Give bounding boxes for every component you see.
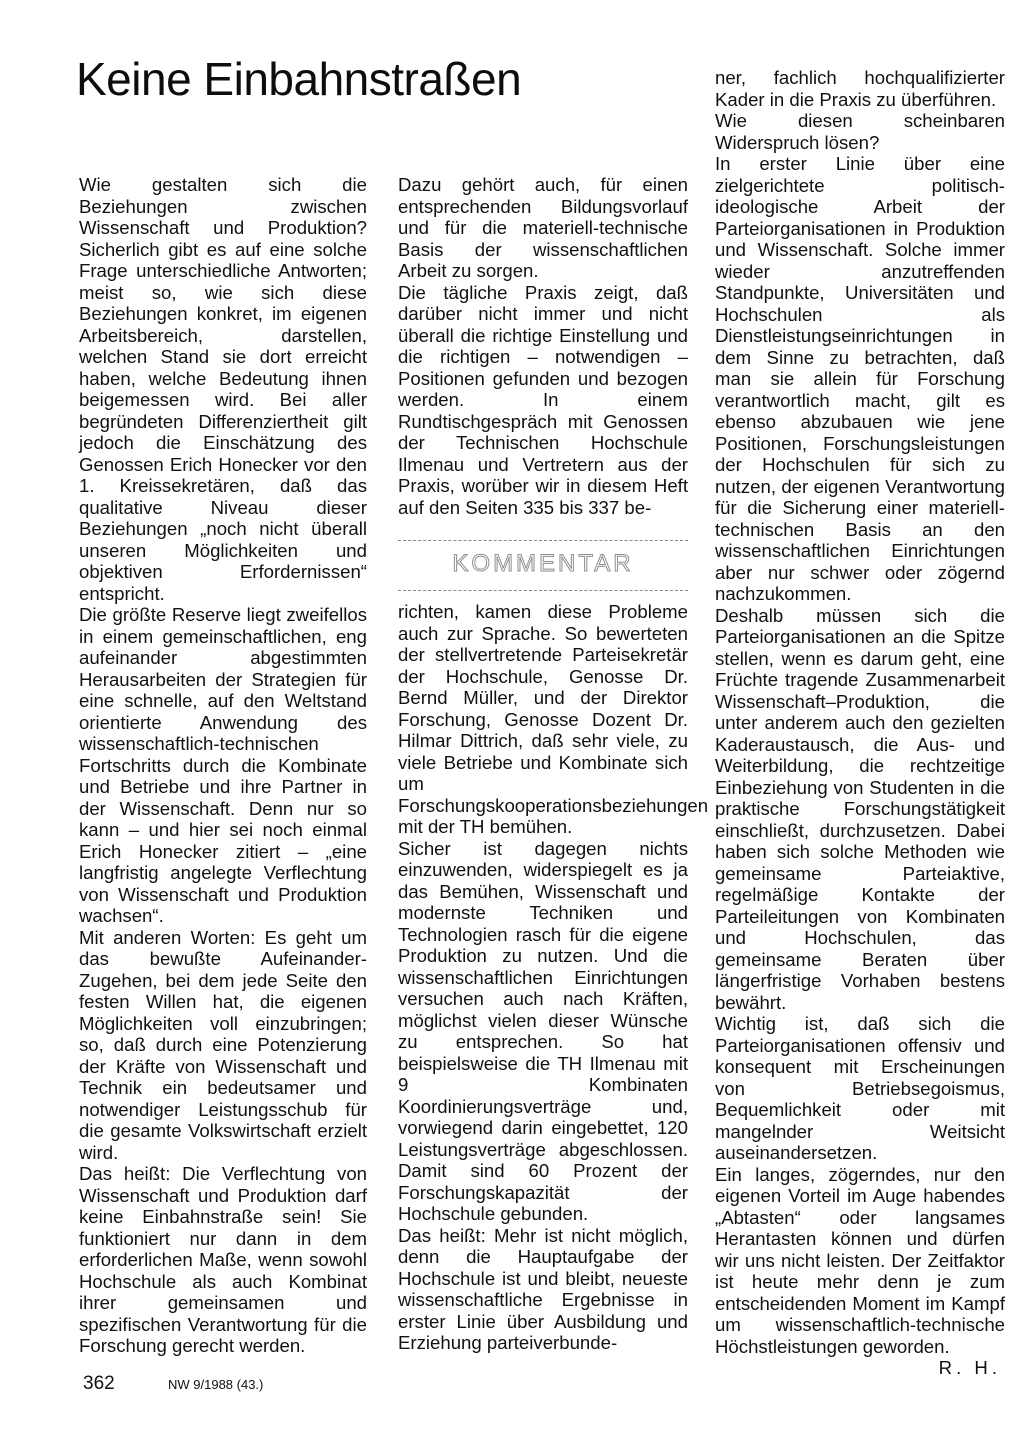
paragraph: Das heißt: Mehr ist nicht möglich, denn die Hauptaufgabe der Hochschule ist und bleibt, neueste wissenschaftliche Ergebnisse in erster Linie über Ausbildung und Erziehung parteiverbunde- bbox=[398, 1224, 688, 1353]
paragraph: ner, fachlich hochqualifizierter Kader in die Praxis zu überführen. bbox=[715, 67, 1005, 110]
paragraph: richten, kamen diese Probleme auch zur Sprache. So bewerteten der stellvertretende Parteisekretär der Hochschule, Genosse Dr. Bernd Müller, und der Direktor Forschung, Genosse Dozent Dr. Hilmar Dittrich, daß sehr viele, zu viele Betriebe und Kombinate sich um Forschungskooperationsbeziehungen mit der TH bemühen. bbox=[398, 601, 709, 837]
paragraph: Mit anderen Worten: Es geht um das bewußte Aufeinander-Zugehen, bei dem jede Seite den festen Willen hat, die eigenen Möglichkeiten voll einzubringen; so, daß durch eine Potenzierung der Kräfte von Wissenschaft und Technik ein bedeutsamer und notwendiger Leistungsschub für die gesamte Volkswirtschaft erzielt wird. bbox=[79, 926, 367, 1163]
issue-reference: NW 9/1988 (43.) bbox=[168, 1377, 264, 1392]
kommentar-label-box bbox=[398, 536, 688, 594]
article-title: Keine Einbahnstraßen bbox=[76, 53, 522, 105]
kommentar-label: KOMMENTAR bbox=[452, 550, 634, 577]
paragraph: Wichtig ist, daß sich die Parteiorganisationen offensiv und konsequent mit Erscheinungen von Betriebsegoismus, Bequemlichkeit oder mit mangelnder Weitsicht auseinandersetzen. bbox=[715, 1013, 1005, 1163]
paragraph: Das heißt: Die Verflechtung von Wissenschaft und Produktion darf keine Einbahnstraße sein! Sie funktioniert nur dann in dem erforderlichen Maße, wenn sowohl Hochschule als auch Kombinat ihrer gemeinsamen und spezifischen Verantwortung für die Forschung gerecht werden. bbox=[79, 1163, 367, 1356]
article-column-3 bbox=[715, 67, 1005, 1379]
author-signature: R. H. bbox=[938, 1357, 1001, 1378]
paragraph: Ein langes, zögerndes, nur den eigenen Vorteil im Auge habendes „Abtasten“ oder langsames Herantasten können und dürfen wir uns nicht leisten. Der Zeitfaktor ist heute mehr denn je zum entscheidenden Moment im Kampf um wissenschaftlich-technische Höchstleistungen geworden. bbox=[715, 1163, 1005, 1357]
paragraph: Wie diesen scheinbaren Widerspruch lösen? bbox=[715, 110, 1005, 153]
paragraph: Die größte Reserve liegt zweifellos in einem gemeinschaftlichen, eng aufeinander abgestimmten Herausarbeiten der Strategien für eine schnelle, auf den Weltstand orientierte Anwendung des wissenschaftlich-technischen Fortschritts durch die Kombinate und Betriebe und ihre Partner in der Wissenschaft. Denn nur so kann – und hier sei noch einmal Erich Honecker zitiert – „eine langfristig angelegte Verflechtung von Wissenschaft und Produktion wachsen“. bbox=[79, 604, 367, 926]
paragraph: Sicher ist dagegen nichts einzuwenden, widerspiegelt es ja das Bemühen, Wissenschaft und modernste Techniken und Technologien rasch für die eigene Produktion zu nutzen. Und die wissenschaftlichen Einrichtungen versuchen auch nach Kräften, möglichst vielen dieser Wünsche zu entsprechen. So hat beispielsweise die TH Ilmenau mit 9 Kombinaten Koordinierungsverträge und, vorwiegend darin eingebettet, 120 Leistungsverträge abgeschlossen. Damit sind 60 Prozent der Forschungskapazität der Hochschule gebunden. bbox=[398, 837, 688, 1224]
page-number: 362 bbox=[83, 1373, 115, 1394]
article-column-2-bottom bbox=[398, 601, 709, 1354]
paragraph: Wie gestalten sich die Beziehungen zwischen Wissenschaft und Produktion? Sicherlich gibt es auf eine solche Frage unterschiedliche Antworten; meist so, wie sich diese Beziehungen konkret, im eigenen Arbeitsbereich, darstellen, welchen Stand sie dort erreicht haben, welche Bedeutung ihnen beigemessen wird. Bei aller begründeten Differenziertheit gilt jedoch die Einschätzung des Genossen Erich Honecker vor den 1. Kreissekretären, daß das qualitative Niveau dieser Beziehungen „noch nicht überall unseren Möglichkeiten und objektiven Erfordernissen“ entspricht. bbox=[79, 174, 367, 604]
divider bbox=[398, 590, 688, 591]
article-column-2-top bbox=[398, 174, 688, 518]
paragraph: Deshalb müssen sich die Parteiorganisationen an die Spitze stellen, wenn es darum geht, eine Früchte tragende Zusammenarbeit Wissenschaft–Produktion, die unter anderem auch den gezielten Kaderaustausch, die Aus- und Weiterbildung, die rechtzeitige Einbeziehung von Studenten in die praktische Forschungstätigkeit einschließt, durchzusetzen. Dabei haben sich solche Methoden wie gemeinsame Parteiaktive, regelmäßige Kontakte der Parteileitungen von Kombinaten und Hochschulen, das gemeinsame Beraten über längerfristige Vorhaben bestens bewährt. bbox=[715, 604, 1005, 1013]
paragraph: Dazu gehört auch, für einen entsprechenden Bildungsvorlauf und für die materiell-technische Basis der wissenschaftlichen Arbeit zu sorgen. bbox=[398, 174, 688, 281]
article-column-1 bbox=[79, 174, 367, 1357]
paragraph: In erster Linie über eine zielgerichtete politisch-ideologische Arbeit der Parteiorganisationen in Produktion und Wissenschaft. Solche immer wieder anzutreffenden Standpunkte, Universitäten und Hochschulen als Dienstleistungseinrichtungen in dem Sinne zu betrachten, daß man sie allein für Forschung verantwortlich macht, gilt es ebenso abzubauen wie jene Positionen, Forschungsleistungen der Hochschulen für sich zu nutzen, der eigenen Verantwortung für die Sicherung einer materiell-technischen Basis an den wissenschaftlichen Einrichtungen aber nur schwer oder zögernd nachzukommen. bbox=[715, 153, 1005, 604]
divider bbox=[398, 540, 688, 541]
paragraph: Die tägliche Praxis zeigt, daß darüber nicht immer und nicht überall die richtige Einstellung und die richtigen – notwendigen – Positionen gefunden und bezogen werden. In einem Rundtischgespräch mit Genossen der Technischen Hochschule Ilmenau und Vertretern aus der Praxis, worüber wir in diesem Heft auf den Seiten 335 bis 337 be- bbox=[398, 281, 688, 518]
